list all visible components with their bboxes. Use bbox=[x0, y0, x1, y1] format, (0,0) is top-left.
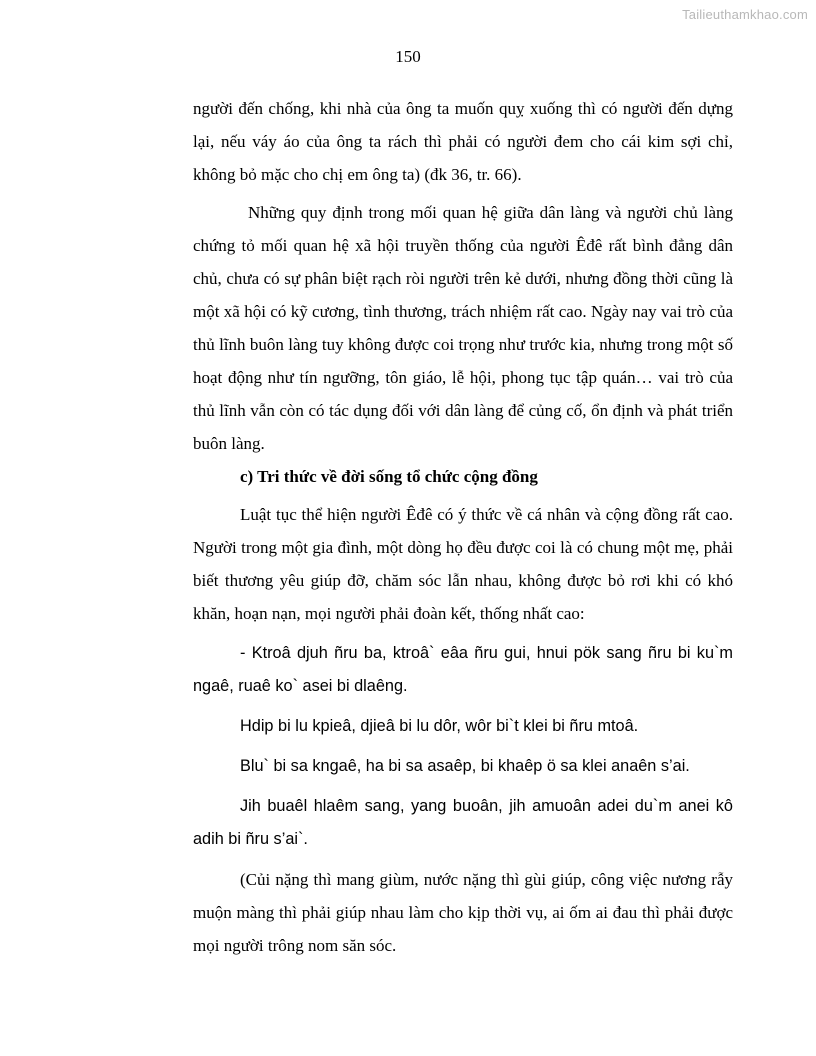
paragraph-translation: (Củi nặng thì mang giùm, nước nặng thì gùi giúp, công việc nương rẫy muộn màng thì phải giúp nhau làm cho kịp thời vụ, ai ốm ai đau thì phải được mọi người trông nom săn sóc. bbox=[193, 870, 733, 955]
paragraph-community-awareness: Luật tục thể hiện người Êđê có ý thức về cá nhân và cộng đồng rất cao. Người trong một gia đình, một dòng họ đều được coi là có chung một mẹ, phải biết thương yêu giúp đỡ, chăm sóc lẫn nhau, không được bỏ rơi khi có khó khăn, hoạn nạn, mọi người phải đoàn kết, thống nhất cao: bbox=[193, 505, 733, 623]
section-heading: c) Tri thức về đời sống tổ chức cộng đồng bbox=[240, 467, 538, 486]
ede-verse-2: Hdip bi lu kpieâ, djieâ bi lu dôr, wôr bi`t klei bi ñru mtoâ. bbox=[240, 717, 639, 735]
ede-verse-4: Jih buaêl hlaêm sang, yang buoân, jih amuoân adei du`m anei kô adih bi ñru s’ai`. bbox=[193, 797, 733, 848]
paragraph-village-relations: Những quy định trong mối quan hệ giữa dân làng và người chủ làng chứng tỏ mối quan hệ xã hội truyền thống của người Êđê rất bình đẳng dân chủ, chưa có sự phân biệt rạch ròi người trên kẻ dưới, nhưng đồng thời cũng là một xã hội có kỹ cương, tình thương, trách nhiệm rất cao. Ngày nay vai trò của thủ lĩnh buôn làng tuy không được coi trọng như trước kia, nhưng trong một số hoạt động như tín ngưỡng, tôn giáo, lễ hội, phong tục tập quán… vai trò của thủ lĩnh vẫn còn có tác dụng đối với dân làng để củng cố, ổn định và phát triển buôn làng. bbox=[193, 203, 733, 453]
watermark: Tailieuthamkhao.com bbox=[682, 7, 808, 22]
page-body bbox=[193, 92, 733, 962]
page-number: 150 bbox=[395, 47, 421, 66]
ede-verse-1: - Ktroâ djuh ñru ba, ktroâ` eâa ñru gui, hnui pök sang ñru bi ku`m ngaê, ruaê ko` asei bi dlaêng. bbox=[193, 644, 733, 695]
ede-verse-3: Blu` bi sa kngaê, ha bi sa asaêp, bi khaêp ö sa klei anaên s’ai. bbox=[240, 757, 690, 775]
paragraph-continuation: người đến chống, khi nhà của ông ta muốn quỵ xuống thì có người đến dựng lại, nếu váy áo của ông ta rách thì phải có người đem cho cái kim sợi chỉ, không bỏ mặc cho chị em ông ta) (đk 36, tr. 66). bbox=[193, 99, 733, 184]
